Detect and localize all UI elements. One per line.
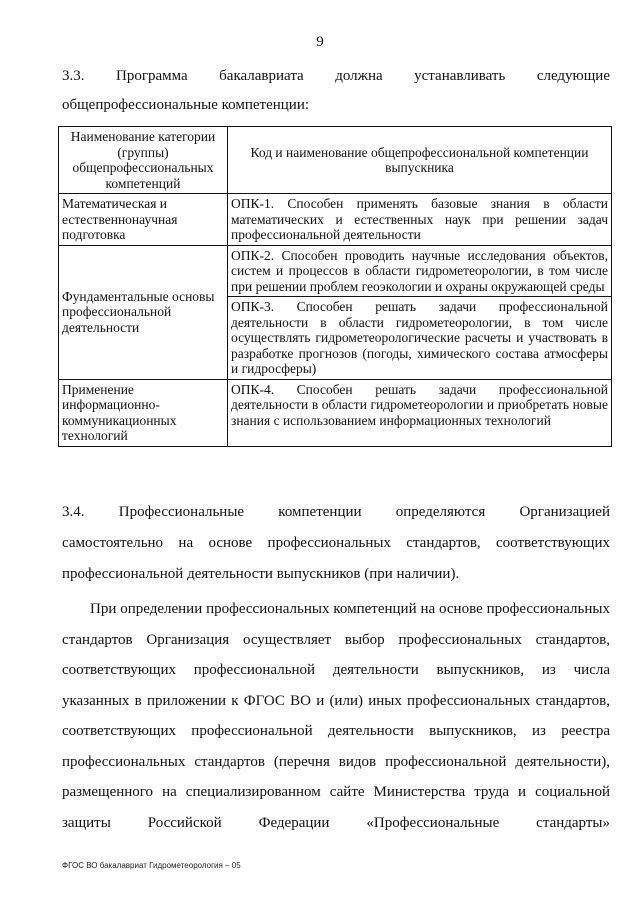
table-row xyxy=(59,379,612,446)
paragraph-standards: При определении профессиональных компетенций на основе профессиональных стандартов Организация осуществляет выбор профессиональных стандартов, соответствующих профессиональной деятельности выпускников, из числа указанных в приложении к ФГОС ВО и (или) иных профессиональных стандартов, соответствующих профессиональной деятельности выпускников, из реестра профессиональных стандартов (перечня видов профессиональной деятельности), размещенного на специализированном сайте Министерства труда и социальной защиты Российской Федерации «Профессиональные стандарты» xyxy=(62,601,610,831)
para-3-4-line-1: 3.4. Профессиональные компетенции определяются Организацией xyxy=(62,504,610,520)
competencies-table xyxy=(58,126,612,447)
intro-line-1: 3.3. Программа бакалавриата должна устанавливать следующие xyxy=(62,68,610,84)
row-competence: ОПК-3. Способен решать задачи профессиональной деятельности в области гидрометеорологии, в том числе осуществлять гидрометеорологические расчеты и участвовать в разработке прогнозов (погоды, химического состава атмосферы и гидросферы) xyxy=(228,297,612,380)
header-competence: Код и наименование общепрофессиональной компетенции выпускника xyxy=(228,127,612,194)
row-competence: ОПК-4. Способен решать задачи профессиональной деятельности в области гидрометеорологии и приобретать новые знания с использованием информационных технологий xyxy=(228,379,612,446)
row-category: Применение информационно-коммуникационных технологий xyxy=(59,379,228,446)
table-row xyxy=(59,194,612,246)
para-3-4-line-2: самостоятельно на основе профессиональных стандартов, соответствующих xyxy=(62,535,610,551)
table-header-row xyxy=(59,127,612,194)
footer: ФГОС ВО бакалавриат Гидрометеорология – 05 xyxy=(62,861,241,870)
row-category: Математическая и естественнонаучная подготовка xyxy=(59,194,228,246)
page-number: 9 xyxy=(316,34,324,50)
row-competence: ОПК-1. Способен применять базовые знания в области математических и естественных наук при решении задач профессиональной деятельности xyxy=(228,194,612,246)
row-competence: ОПК-2. Способен проводить научные исследования объектов, систем и процессов в области гидрометеорологии, в том числе при решении проблем геоэкологии и охраны окружающей среды xyxy=(228,245,612,297)
intro-line-2: общепрофессиональные компетенции: xyxy=(62,97,310,113)
table-row xyxy=(59,245,612,297)
header-category: Наименование категории (группы) общепрофессиональных компетенций xyxy=(59,127,228,194)
para-3-4-line-3: профессиональной деятельности выпускников (при наличии). xyxy=(62,566,460,582)
row-category: Фундаментальные основы профессиональной деятельности xyxy=(59,245,228,379)
